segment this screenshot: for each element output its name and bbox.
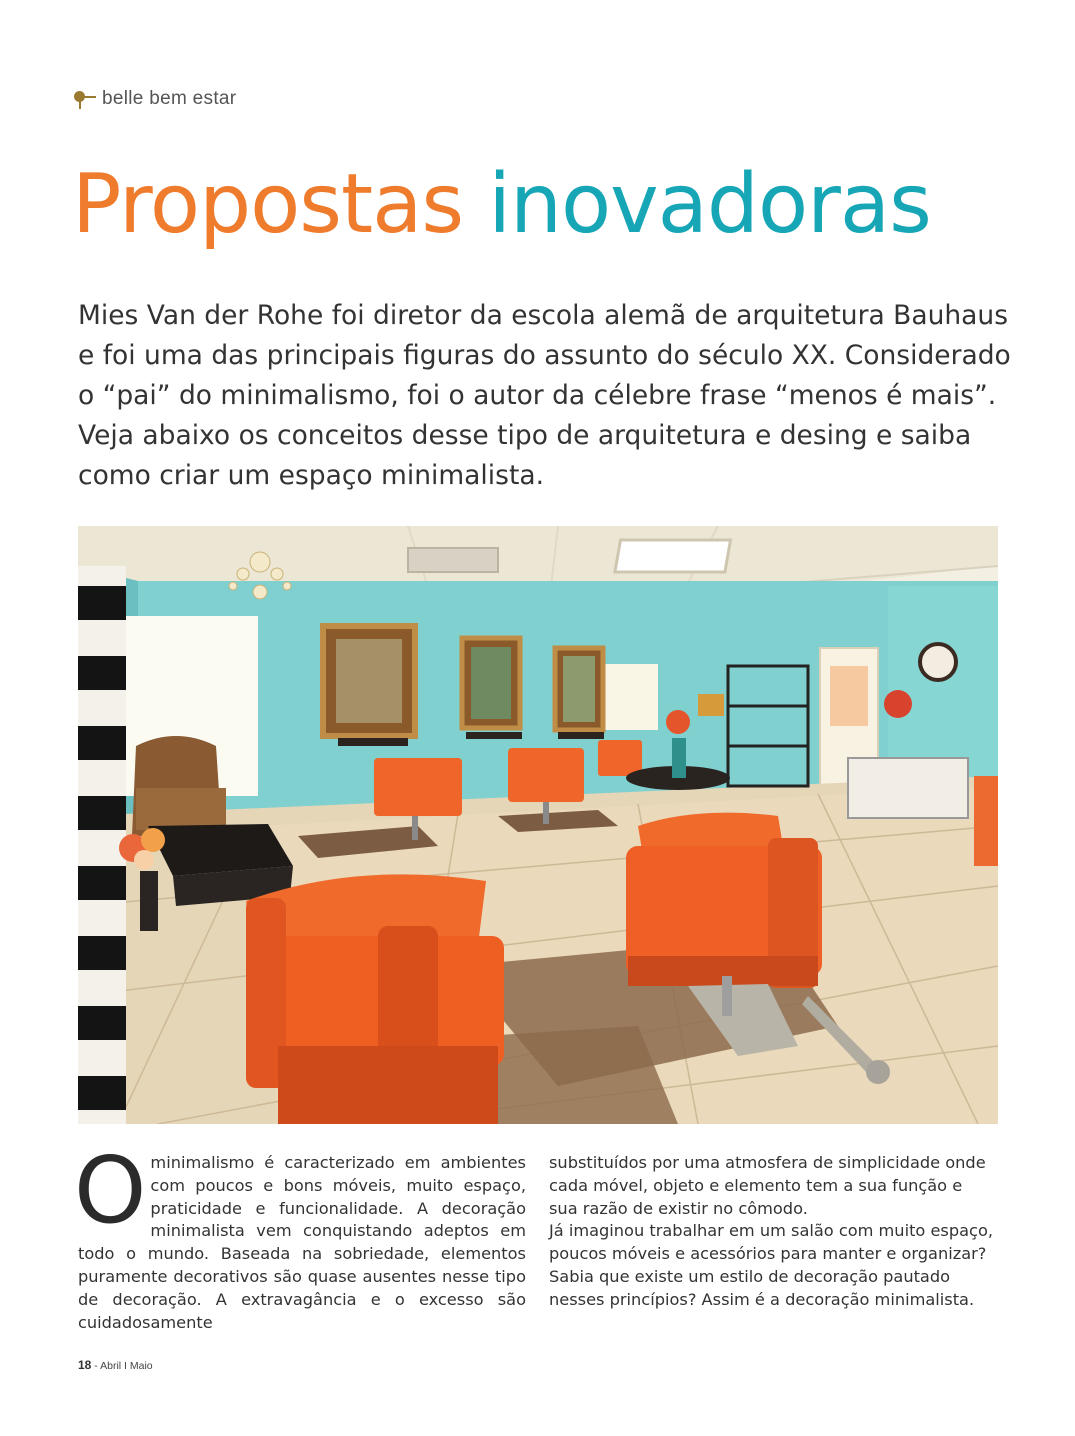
section-label: belle bem estar [102, 88, 237, 109]
body-column-2-paragraph-1: substituídos por uma atmosfera de simplicidade onde cada móvel, objeto e elemento tem a sua função e sua razão de existir no cômodo. [549, 1153, 986, 1218]
footer-separator: - [94, 1360, 101, 1372]
body-column-1-text: minimalismo é caracterizado em ambientes com poucos e bons móveis, muito espaço, praticidade e funcionalidade. A decoração minimalista vem conquistando adeptos em todo o mundo. Baseada na sobriedade, elementos puramente decorativos são quase ausentes nesse tipo de decoração. A extravagância e o excesso são cuidadosamente [78, 1153, 526, 1332]
drop-cap: O [74, 1137, 147, 1244]
lead-paragraph: Mies Van der Rohe foi diretor da escola alemã de arquitetura Bauhaus e foi uma das principais figuras do assunto do século XX. Considerado o “pai” do minimalismo, foi o autor da célebre frase “menos é mais”. Veja abaixo os conceitos desse tipo de arquitetura e desing e saiba como criar um espaço minimalista. [78, 300, 1011, 491]
body-column-2-paragraph-2: Já imaginou trabalhar em um salão com muito espaço, poucos móveis e acessórios para manter e organizar? Sabia que existe um estilo de decoração pautado nesses princípios? Assim é a decoração minimalista. [549, 1221, 994, 1309]
salon-photo [78, 526, 998, 1124]
body-column-1 [74, 1137, 526, 1334]
headline-word-1: Propostas [72, 157, 464, 252]
headline [72, 158, 931, 252]
page-number: 18 [78, 1358, 92, 1372]
issue-label: Abril I Maio [100, 1360, 153, 1372]
body-column-2 [549, 1152, 995, 1312]
flower-icon [74, 88, 96, 110]
headline-word-2: inovadoras [488, 157, 931, 252]
section-tag [74, 88, 236, 110]
page-footer [78, 1358, 153, 1372]
